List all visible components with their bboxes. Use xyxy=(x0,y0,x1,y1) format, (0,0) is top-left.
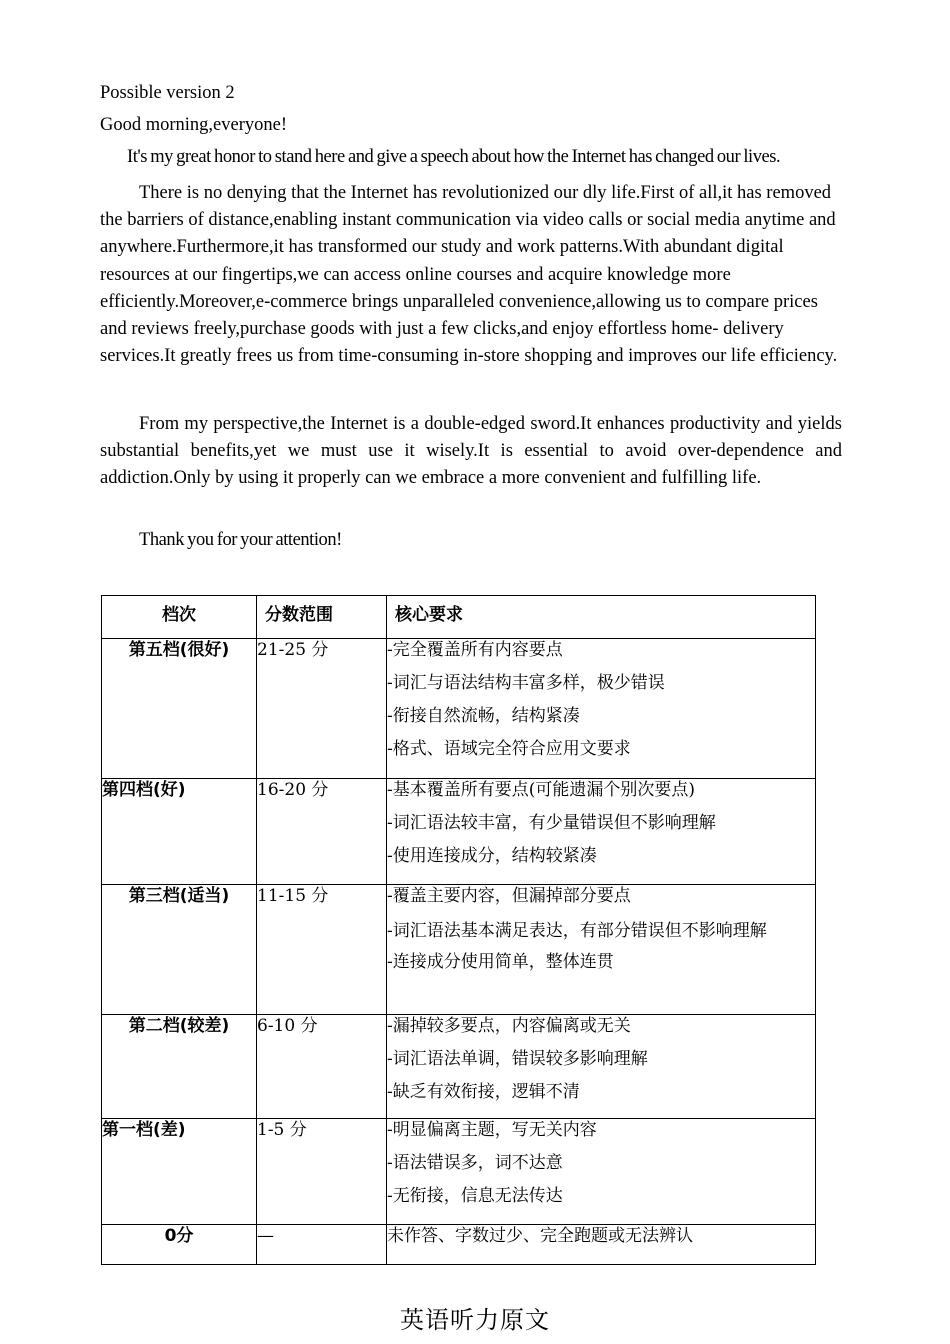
requirement-item: -词汇语法较丰富，有少量错误但不影响理解 xyxy=(387,813,716,833)
requirement-item: -词汇与语法结构丰富多样，极少错误 xyxy=(387,673,665,693)
tier-cell: 第二档(较差) xyxy=(102,1015,257,1119)
requirement-item: -漏掉较多要点，内容偏离或无关 xyxy=(387,1016,631,1036)
tier-cell: 0分 xyxy=(102,1225,257,1265)
table-row xyxy=(102,1119,816,1225)
range-cell: 16-20 分 xyxy=(257,779,387,885)
range-cell: 1-5 分 xyxy=(257,1119,387,1225)
range-cell: 11-15 分 xyxy=(257,885,387,1015)
table-row xyxy=(102,885,816,1015)
intro-sentence: It's my great honor to stand here and give a speech about how the Internet has changed our lives. xyxy=(127,147,781,167)
header-requirements: 核心要求 xyxy=(387,596,816,639)
section-heading: 英语听力原文 xyxy=(400,1306,550,1334)
requirement-item: -格式、语域完全符合应用文要求 xyxy=(387,739,631,759)
requirement-item: -衔接自然流畅，结构紧凑 xyxy=(387,706,580,726)
requirement-item: -使用连接成分，结构较紧凑 xyxy=(387,846,597,866)
requirement-item: -基本覆盖所有要点(可能遗漏个别次要点) xyxy=(387,780,696,800)
requirement-item: -连接成分使用简单，整体连贯 xyxy=(387,952,614,972)
requirements-cell xyxy=(387,779,816,885)
table-header-row xyxy=(102,596,816,639)
table-row xyxy=(102,639,816,779)
requirement-item: -词汇语法单调，错误较多影响理解 xyxy=(387,1049,648,1069)
requirements-cell xyxy=(387,1015,816,1119)
requirement-item: -完全覆盖所有内容要点 xyxy=(387,640,563,660)
table-row xyxy=(102,779,816,885)
tier-cell: 第四档(好) xyxy=(102,779,257,885)
requirements-cell xyxy=(387,1119,816,1225)
requirement-item: 未作答、字数过少、完全跑题或无法辨认 xyxy=(387,1226,693,1246)
requirements-cell xyxy=(387,885,816,1015)
range-cell: 6-10 分 xyxy=(257,1015,387,1119)
tier-cell: 第五档(很好) xyxy=(102,639,257,779)
requirement-item: -缺乏有效衔接，逻辑不清 xyxy=(387,1082,580,1102)
range-cell: — xyxy=(257,1225,387,1265)
requirement-item: -明显偏离主题，写无关内容 xyxy=(387,1120,597,1140)
header-range: 分数范围 xyxy=(257,596,387,639)
tier-cell: 第一档(差) xyxy=(102,1119,257,1225)
range-cell: 21-25 分 xyxy=(257,639,387,779)
requirement-item: -无衔接，信息无法传达 xyxy=(387,1186,563,1206)
body-paragraph-2: From my perspective,the Internet is a double-edged sword.It enhances productivity and yields substantial benefits,yet we must use it wisely.It is essential to avoid over-dependence and addiction.Only by using it properly can we embrace a more convenient and fulfilling life. xyxy=(100,414,842,489)
body-paragraph-1: There is no denying that the Internet has revolutionized our dly life.First of all,it has removed the barriers of distance,enabling instant communication via video calls or social media anytime and anywhere.Furthermore,it has transformed our study and work patterns.With abundant digital resources at our fingertips,we can access online courses and acquire knowledge more efficiently.Moreover,e-commerce brings unparalleled convenience,allowing us to compare prices and reviews freely,purchase goods with just a few clicks,and enjoy effortless home- delivery services.It greatly frees us from time-consuming in-store shopping and improves our life efficiency. xyxy=(100,183,838,367)
table-row xyxy=(102,1015,816,1119)
requirement-item: -覆盖主要内容，但漏掉部分要点 xyxy=(387,886,631,906)
requirement-item: -词汇语法基本满足表达，有部分错误但不影响理解 xyxy=(387,921,767,941)
table-row xyxy=(102,1225,816,1265)
tier-cell: 第三档(适当) xyxy=(102,885,257,1015)
greeting: Good morning,everyone! xyxy=(100,115,288,135)
requirements-cell xyxy=(387,1225,816,1265)
requirement-item: -语法错误多，词不达意 xyxy=(387,1153,563,1173)
header-tier: 档次 xyxy=(102,596,257,639)
requirements-cell xyxy=(387,639,816,779)
version-label: Possible version 2 xyxy=(100,83,235,103)
closing-line: Thank you for your attention! xyxy=(139,530,342,550)
scoring-rubric-table xyxy=(101,595,816,1265)
